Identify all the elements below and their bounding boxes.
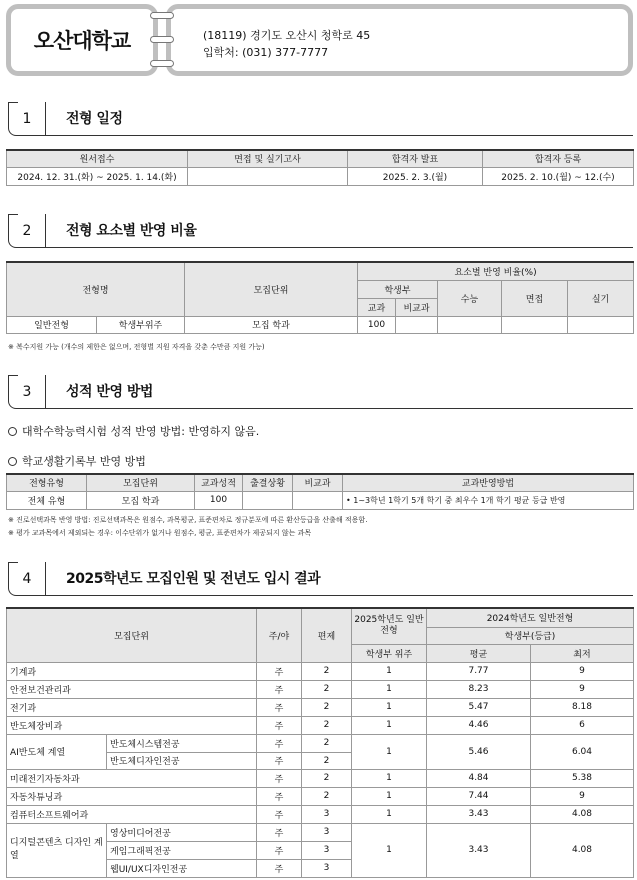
daynight: 주	[257, 805, 302, 823]
grade-low: 8.18	[531, 698, 634, 716]
dept-name: 자동차튜닝과	[7, 787, 257, 805]
results-header-2024: 2024학년도 일반전형	[427, 608, 634, 627]
quota: 2	[302, 662, 352, 680]
section-title: 전형 요소별 반영 비율	[66, 223, 197, 239]
daynight: 주	[257, 680, 302, 698]
ratio-type: 일반전형	[7, 316, 97, 333]
grade-avg: 5.47	[427, 698, 531, 716]
circle-bullet-icon	[8, 457, 17, 466]
grade-avg: 8.23	[427, 680, 531, 698]
grade-low: 9	[531, 787, 634, 805]
record-method	[8, 453, 146, 469]
major-name: 웹UI/UX디자인전공	[107, 859, 257, 877]
schedule-table	[6, 149, 634, 186]
grades-cell: 100	[195, 491, 243, 509]
quota: 2	[302, 769, 352, 787]
section-schedule-heading	[6, 102, 633, 136]
ratio-practical	[568, 316, 634, 333]
quota: 2	[302, 734, 352, 752]
daynight: 주	[257, 662, 302, 680]
table-row	[7, 680, 634, 698]
major-name: 반도체시스템전공	[107, 734, 257, 752]
grade-low: 9	[531, 662, 634, 680]
results-header-daynight: 주/야	[257, 608, 302, 662]
daynight: 주	[257, 734, 302, 752]
ratio-nonsubject	[396, 316, 438, 333]
university-name: 오산대학교	[33, 29, 131, 53]
results-header-record-main: 학생부 위주	[352, 644, 427, 662]
table-row	[7, 805, 634, 823]
results-header-low: 최저	[531, 644, 634, 662]
section-ratio-heading	[6, 214, 633, 248]
grades-cell: 모집 학과	[87, 491, 195, 509]
section-title: 전형 일정	[66, 111, 123, 127]
recruit-count: 1	[352, 734, 427, 769]
ratio-subtype: 학생부위주	[97, 316, 185, 333]
csat-method	[8, 423, 259, 439]
ratio-header-practical: 실기	[568, 280, 634, 316]
dept-name: 미래전기자동차과	[7, 769, 257, 787]
ratio-subject: 100	[358, 316, 396, 333]
ratio-header-ratio: 요소별 반영 비율(%)	[358, 262, 634, 280]
binder-ring-icon	[150, 60, 174, 67]
section-number: 3	[8, 375, 46, 409]
quota: 3	[302, 823, 352, 841]
quota: 3	[302, 805, 352, 823]
daynight: 주	[257, 787, 302, 805]
grades-table	[6, 473, 634, 510]
recruit-count: 1	[352, 823, 427, 877]
daynight: 주	[257, 716, 302, 734]
recruit-count: 1	[352, 787, 427, 805]
ratio-header-type: 전형명	[7, 262, 185, 316]
grades-method: • 1~3학년 1학기 5개 학기 중 최우수 1개 학기 평균 등급 반영	[343, 491, 634, 509]
grades-header: 출결상황	[243, 474, 293, 491]
table-row	[7, 769, 634, 787]
grades-cell	[293, 491, 343, 509]
grade-avg: 7.77	[427, 662, 531, 680]
results-table	[6, 607, 634, 878]
major-name: 반도체디자인전공	[107, 752, 257, 769]
grades-note-2: ※ 평가 교과목에서 제외되는 경우: 이수단위가 없거나 원점수, 평균, 표준편차가 제공되지 않는 과목	[8, 529, 312, 537]
university-name-box	[6, 4, 158, 76]
grade-avg: 4.46	[427, 716, 531, 734]
dept-group-name: 디지털콘텐츠 디자인 계열	[7, 823, 107, 877]
grades-cell: 전체 유형	[7, 491, 87, 509]
grade-avg: 3.43	[427, 823, 531, 877]
quota: 2	[302, 698, 352, 716]
section-title: 2025학년도 모집인원 및 전년도 입시 결과	[66, 571, 321, 587]
grade-low: 6.04	[531, 734, 634, 769]
ratio-header-unit: 모집단위	[185, 262, 358, 316]
ratio-csat	[438, 316, 502, 333]
section-title: 성적 반영 방법	[66, 384, 153, 400]
recruit-count: 1	[352, 698, 427, 716]
csat-method-text: 대학수학능력시험 성적 반영 방법: 반영하지 않음.	[22, 425, 260, 438]
ratio-header-nonsubject: 비교과	[396, 298, 438, 316]
grade-avg: 5.46	[427, 734, 531, 769]
dept-name: 반도체장비과	[7, 716, 257, 734]
quota: 2	[302, 787, 352, 805]
ratio-table	[6, 261, 634, 334]
recruit-count: 1	[352, 680, 427, 698]
grades-header: 모집단위	[87, 474, 195, 491]
grade-low: 4.08	[531, 805, 634, 823]
results-header-unit: 모집단위	[7, 608, 257, 662]
daynight: 주	[257, 859, 302, 877]
schedule-header: 합격자 발표	[348, 150, 483, 167]
results-header-record-grade: 학생부(등급)	[427, 627, 634, 644]
schedule-value: 2025. 2. 3.(월)	[348, 167, 483, 185]
dept-name: 기계과	[7, 662, 257, 680]
dept-name: 전기과	[7, 698, 257, 716]
results-header-avg: 평균	[427, 644, 531, 662]
section-number: 4	[8, 562, 46, 596]
results-header-2025: 2025학년도 일반전형	[352, 608, 427, 644]
quota: 2	[302, 752, 352, 769]
grade-low: 5.38	[531, 769, 634, 787]
grades-cell	[243, 491, 293, 509]
daynight: 주	[257, 769, 302, 787]
grades-header: 교과성적	[195, 474, 243, 491]
results-header-quota: 편제	[302, 608, 352, 662]
table-row	[7, 787, 634, 805]
quota: 2	[302, 680, 352, 698]
quota: 3	[302, 841, 352, 859]
address: (18119) 경기도 오산시 청학로 45	[203, 29, 371, 42]
contact-box	[166, 4, 633, 76]
ratio-header-csat: 수능	[438, 280, 502, 316]
phone: 입학처: (031) 377-7777	[203, 46, 329, 59]
recruit-count: 1	[352, 805, 427, 823]
schedule-header: 원서접수	[7, 150, 188, 167]
grade-low: 4.08	[531, 823, 634, 877]
recruit-count: 1	[352, 769, 427, 787]
recruit-count: 1	[352, 662, 427, 680]
grade-low: 9	[531, 680, 634, 698]
grade-low: 6	[531, 716, 634, 734]
section-grades-heading	[6, 375, 633, 409]
dept-group-name: AI반도체 계열	[7, 734, 107, 769]
daynight: 주	[257, 698, 302, 716]
grades-header: 교과반영방법	[343, 474, 634, 491]
ratio-interview	[502, 316, 568, 333]
circle-bullet-icon	[8, 427, 17, 436]
ratio-header-record: 학생부	[358, 280, 438, 298]
schedule-value: 2025. 2. 10.(월) ~ 12.(수)	[483, 167, 634, 185]
recruit-count: 1	[352, 716, 427, 734]
ratio-header-subject: 교과	[358, 298, 396, 316]
major-name: 게임그래픽전공	[107, 841, 257, 859]
ratio-unit: 모집 학과	[185, 316, 358, 333]
section-number: 1	[8, 102, 46, 136]
quota: 2	[302, 716, 352, 734]
table-row	[7, 698, 634, 716]
table-row	[7, 716, 634, 734]
grades-note-1: ※ 진로선택과목 반영 방법: 진로선택과목은 원점수, 과목평균, 표준편차로 정규분포에 따른 환산등급을 산출해 적용함.	[8, 516, 368, 524]
binder-ring-icon	[150, 36, 174, 43]
daynight: 주	[257, 823, 302, 841]
grade-avg: 7.44	[427, 787, 531, 805]
table-row	[7, 734, 634, 752]
major-name: 영상미디어전공	[107, 823, 257, 841]
schedule-header: 합격자 등록	[483, 150, 634, 167]
dept-name: 안전보건관리과	[7, 680, 257, 698]
grade-avg: 3.43	[427, 805, 531, 823]
dept-name: 컴퓨터소프트웨어과	[7, 805, 257, 823]
grades-header: 전형유형	[7, 474, 87, 491]
record-method-text: 학교생활기록부 반영 방법	[22, 455, 146, 468]
grades-header: 비교과	[293, 474, 343, 491]
ratio-header-interview: 면접	[502, 280, 568, 316]
table-row	[7, 662, 634, 680]
section-results-heading	[6, 562, 633, 596]
daynight: 주	[257, 841, 302, 859]
ratio-note: ※ 복수지원 가능 (개수의 제한은 없으며, 전형별 지원 자격을 갖춘 수만큼 지원 가능)	[8, 343, 265, 351]
schedule-value	[188, 167, 348, 185]
section-number: 2	[8, 214, 46, 248]
table-row	[7, 823, 634, 841]
quota: 3	[302, 859, 352, 877]
daynight: 주	[257, 752, 302, 769]
grade-avg: 4.84	[427, 769, 531, 787]
binder-ring-icon	[150, 12, 174, 19]
schedule-header: 면접 및 실기고사	[188, 150, 348, 167]
schedule-value: 2024. 12. 31.(화) ~ 2025. 1. 14.(화)	[7, 167, 188, 185]
